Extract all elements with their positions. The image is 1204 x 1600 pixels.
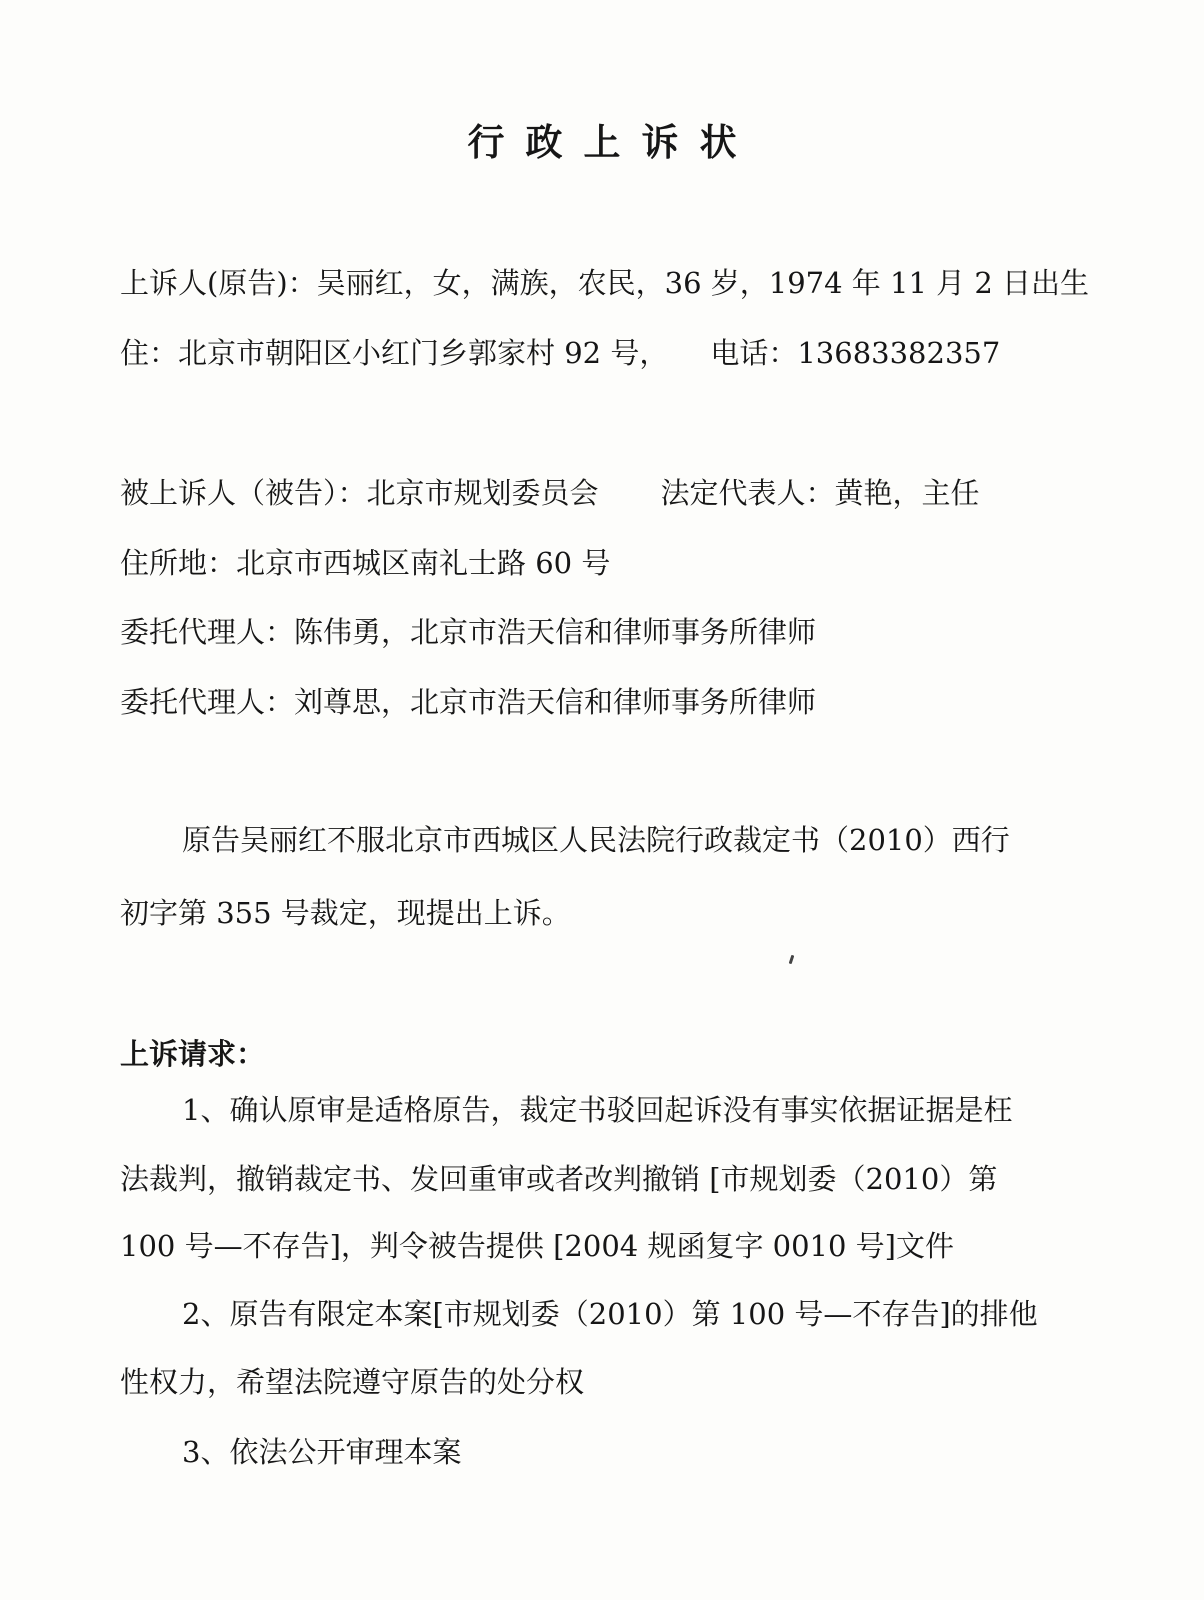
appellant-line-1: 上诉人(原告)：吴丽红，女，满族，农民，36 岁，1974 年 11 月 2 日出生 <box>120 266 1089 300</box>
statement-line-1: 原告吴丽红不服北京市西城区人民法院行政裁定书（2010）西行 <box>182 823 1010 857</box>
appellee-party: 被上诉人（被告）：北京市规划委员会 <box>120 476 599 510</box>
agent-1: 委托代理人：陈伟勇，北京市浩天信和律师事务所律师 <box>120 615 817 649</box>
request-1-line-2: 法裁判，撤销裁定书、发回重审或者改判撤销 [市规划委（2010）第 <box>120 1162 998 1196</box>
appellee-address: 住所地：北京市西城区南礼士路 60 号 <box>120 546 611 580</box>
request-2-line-1: 2、原告有限定本案[市规划委（2010）第 100 号—不存告]的排他 <box>182 1297 1038 1331</box>
appellee-representative: 法定代表人：黄艳，主任 <box>660 476 980 510</box>
statement-line-2: 初字第 355 号裁定，现提出上诉。 <box>120 896 571 930</box>
request-1-line-3: 100 号—不存告]，判令被告提供 [2004 规函复字 0010 号]文件 <box>120 1229 954 1263</box>
scan-speck <box>789 955 795 964</box>
agent-2: 委托代理人：刘尊思，北京市浩天信和律师事务所律师 <box>120 685 817 719</box>
appellant-line-2 <box>120 333 1000 373</box>
requests-heading: 上诉请求： <box>120 1037 266 1071</box>
request-1-line-1: 1、确认原审是适格原告，裁定书驳回起诉没有事实依据证据是枉 <box>182 1093 1013 1127</box>
appellant-phone: 电话：13683382357 <box>710 336 1001 370</box>
appellant-address: 住：北京市朝阳区小红门乡郭家村 92 号， <box>120 336 669 370</box>
document-title: 行政上诉状 <box>467 120 758 164</box>
request-3-line-1: 3、依法公开审理本案 <box>182 1435 462 1469</box>
appellee-line <box>120 473 980 513</box>
request-2-line-2: 性权力，希望法院遵守原告的处分权 <box>120 1365 585 1399</box>
